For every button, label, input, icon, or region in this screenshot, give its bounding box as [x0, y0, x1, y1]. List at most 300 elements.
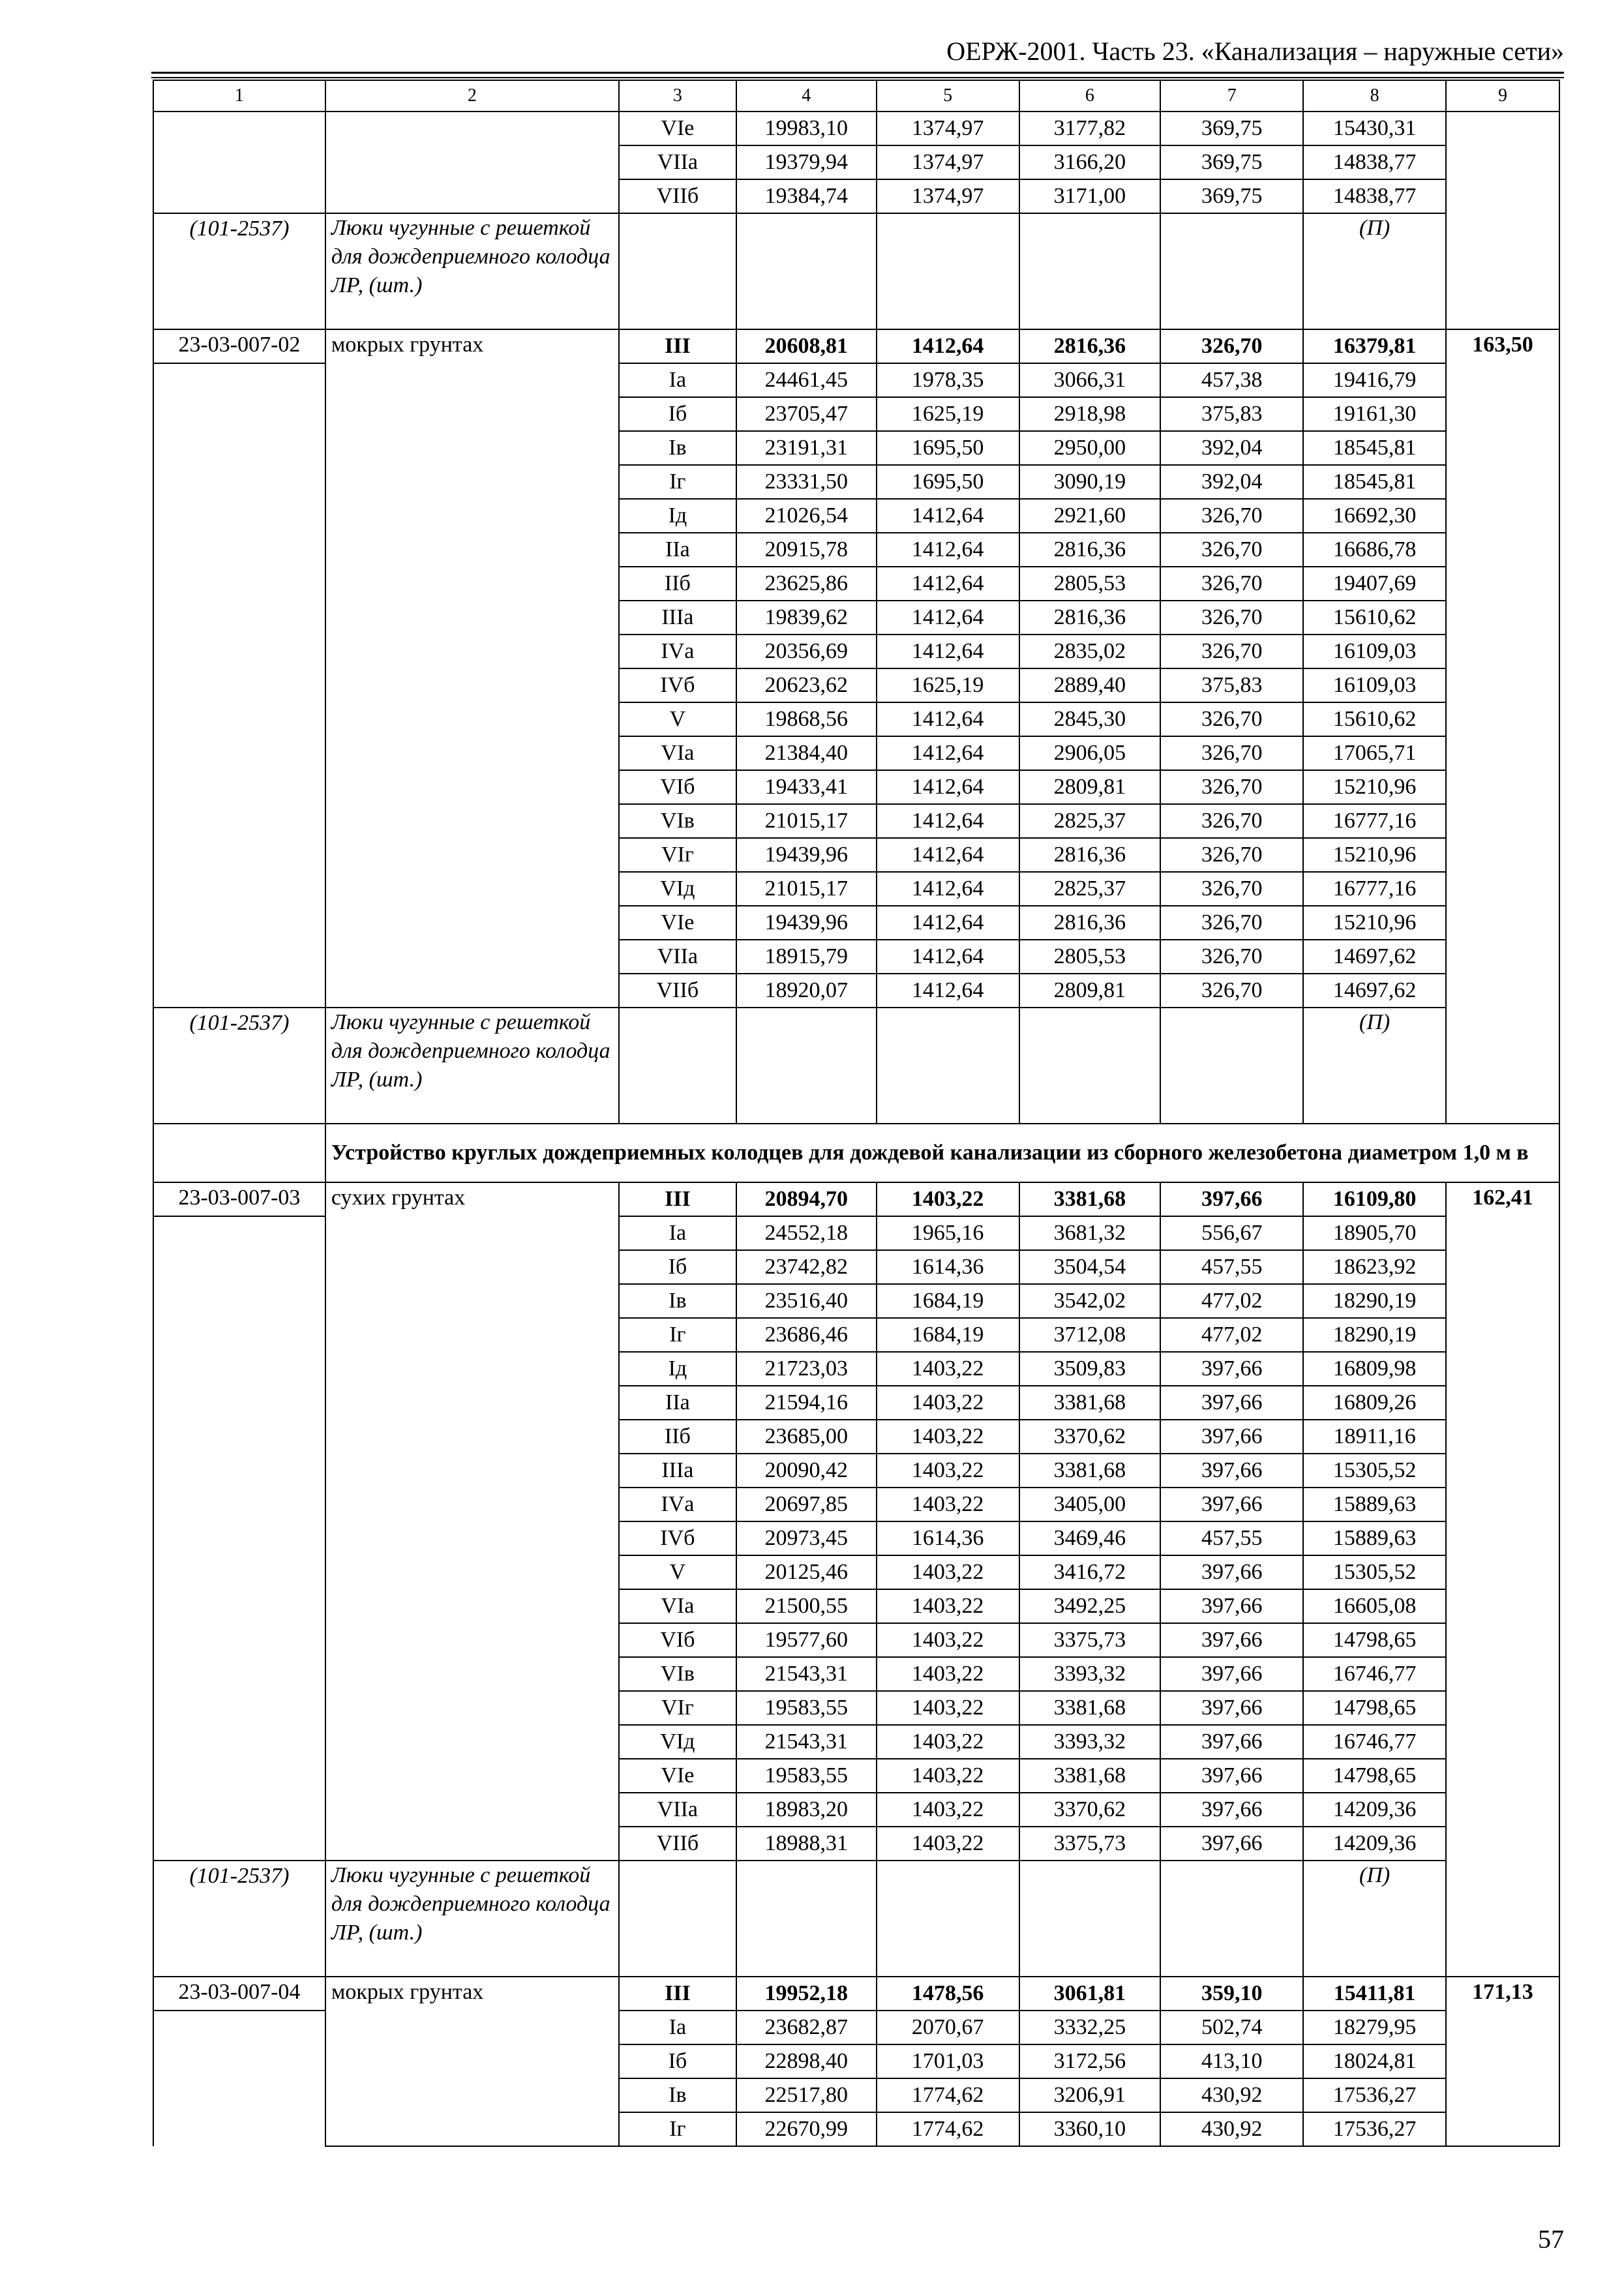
section-title: Устройство круглых дождеприемных колодцев для дождевой канализации из сборного железобетона диаметром 1,0 м в	[325, 1124, 1559, 1182]
rate-code-cell	[153, 838, 325, 872]
zone-cell: Iг	[619, 2112, 736, 2146]
zone-cell: IVа	[619, 1488, 736, 1521]
zone-cell: Iа	[619, 363, 736, 397]
total-cost-cell: 21594,16	[736, 1386, 877, 1420]
machine-cost-cell: 2918,98	[1019, 397, 1161, 431]
empty-cell	[736, 1861, 877, 1977]
zone-cell: VIб	[619, 770, 736, 804]
material-cost-cell: 15210,96	[1303, 770, 1446, 804]
machinist-wage-cell: 397,66	[1160, 1691, 1303, 1725]
wage-cell: 1403,22	[877, 1793, 1019, 1827]
wage-cell: 1403,22	[877, 1420, 1019, 1454]
wage-cell: 1403,22	[877, 1386, 1019, 1420]
wage-cell: 1412,64	[877, 736, 1019, 770]
machine-cost-cell: 3393,32	[1019, 1657, 1161, 1691]
machine-cost-cell: 3504,54	[1019, 1250, 1161, 1284]
total-cost-cell: 21543,31	[736, 1725, 877, 1759]
rate-code-cell	[153, 1691, 325, 1725]
material-cost-cell: 15305,52	[1303, 1454, 1446, 1488]
material-cost-cell: 18911,16	[1303, 1420, 1446, 1454]
rate-code-cell: 23-03-007-04	[153, 1977, 325, 2011]
zone-cell: Iд	[619, 1352, 736, 1386]
zone-cell: VIа	[619, 1589, 736, 1623]
total-cost-cell: 19577,60	[736, 1623, 877, 1657]
machine-cost-cell: 3166,20	[1019, 145, 1161, 179]
machinist-wage-cell: 326,70	[1160, 499, 1303, 533]
wage-cell: 1412,64	[877, 804, 1019, 838]
machinist-wage-cell: 326,70	[1160, 736, 1303, 770]
description-cell: мокрых грунтах	[325, 329, 619, 1008]
total-cost-cell: 18920,07	[736, 974, 877, 1008]
material-cost-cell: 14838,77	[1303, 179, 1446, 213]
machine-cost-cell: 2845,30	[1019, 702, 1161, 736]
machinist-wage-cell: 326,70	[1160, 567, 1303, 601]
machinist-wage-cell: 397,66	[1160, 1488, 1303, 1521]
material-cost-cell: 16686,78	[1303, 533, 1446, 567]
header-rule	[151, 77, 1564, 78]
machine-cost-cell: 3712,08	[1019, 1318, 1161, 1352]
description-cell	[325, 112, 619, 213]
wage-cell: 1412,64	[877, 940, 1019, 974]
column-number: 3	[619, 80, 736, 112]
machine-cost-cell: 2921,60	[1019, 499, 1161, 533]
machine-cost-cell: 3090,19	[1019, 465, 1161, 499]
total-cost-cell: 22517,80	[736, 2078, 877, 2112]
total-cost-cell: 21384,40	[736, 736, 877, 770]
machinist-wage-cell: 326,70	[1160, 906, 1303, 940]
wage-cell: 1403,22	[877, 1759, 1019, 1793]
machine-cost-cell: 2889,40	[1019, 668, 1161, 702]
zone-cell: IIб	[619, 567, 736, 601]
zone-cell: VIд	[619, 1725, 736, 1759]
machinist-wage-cell: 326,70	[1160, 838, 1303, 872]
material-cost-cell: 18024,81	[1303, 2044, 1446, 2078]
section-title-row	[153, 1124, 1559, 1182]
machinist-wage-cell: 397,66	[1160, 1657, 1303, 1691]
zone-cell: VIIа	[619, 940, 736, 974]
machine-cost-cell: 3375,73	[1019, 1623, 1161, 1657]
zone-cell: Iб	[619, 397, 736, 431]
zone-cell: VIIа	[619, 1793, 736, 1827]
total-cost-cell: 23686,46	[736, 1318, 877, 1352]
wage-cell: 1403,22	[877, 1454, 1019, 1488]
zone-cell: V	[619, 1555, 736, 1589]
zone-cell: Iб	[619, 1250, 736, 1284]
zone-cell: III	[619, 1182, 736, 1216]
machine-cost-cell: 3492,25	[1019, 1589, 1161, 1623]
total-cost-cell: 20090,42	[736, 1454, 877, 1488]
machinist-wage-cell: 326,70	[1160, 601, 1303, 635]
machinist-wage-cell: 457,55	[1160, 1521, 1303, 1555]
empty-cell	[1160, 213, 1303, 329]
zone-cell: VIг	[619, 838, 736, 872]
material-cost-cell: 14697,62	[1303, 940, 1446, 974]
total-cost-cell: 19384,74	[736, 179, 877, 213]
material-cost-cell: 15210,96	[1303, 906, 1446, 940]
table-row	[153, 112, 1559, 145]
machine-cost-cell: 3469,46	[1019, 1521, 1161, 1555]
machinist-wage-cell: 369,75	[1160, 112, 1303, 145]
rate-code-cell	[153, 872, 325, 906]
material-cost-cell: 18545,81	[1303, 465, 1446, 499]
empty-cell	[736, 1008, 877, 1124]
rate-code-cell	[153, 1759, 325, 1793]
total-cost-cell: 23742,82	[736, 1250, 877, 1284]
machinist-wage-cell: 502,74	[1160, 2011, 1303, 2044]
rate-code-cell	[153, 465, 325, 499]
machinist-wage-cell: 397,66	[1160, 1352, 1303, 1386]
rate-code-cell	[153, 601, 325, 635]
total-cost-cell: 19868,56	[736, 702, 877, 736]
machine-cost-cell: 3177,82	[1019, 112, 1161, 145]
empty-cell	[619, 1861, 736, 1977]
wage-cell: 1412,64	[877, 533, 1019, 567]
material-cost-cell: 16379,81	[1303, 329, 1446, 363]
machinist-wage-cell: 326,70	[1160, 940, 1303, 974]
material-cost-cell: 18623,92	[1303, 1250, 1446, 1284]
resource-description-text: Люки чугунные с решеткой для дождеприемного колодца ЛР, (шт.)	[331, 1010, 610, 1092]
zone-cell: VIе	[619, 906, 736, 940]
empty-cell	[877, 213, 1019, 329]
machine-cost-cell: 3370,62	[1019, 1420, 1161, 1454]
column-number-row	[153, 80, 1559, 112]
total-cost-cell: 20608,81	[736, 329, 877, 363]
zone-cell: IVб	[619, 1521, 736, 1555]
machinist-wage-cell: 397,66	[1160, 1555, 1303, 1589]
zone-cell: VIд	[619, 872, 736, 906]
machine-cost-cell: 3381,68	[1019, 1691, 1161, 1725]
machine-cost-cell: 3416,72	[1019, 1555, 1161, 1589]
column-number: 5	[877, 80, 1019, 112]
description-cell: мокрых грунтах	[325, 1977, 619, 2146]
zone-cell: IIIа	[619, 1454, 736, 1488]
total-cost-cell: 20125,46	[736, 1555, 877, 1589]
rate-code-cell	[153, 1420, 325, 1454]
rate-code-cell	[153, 1352, 325, 1386]
zone-cell: Iв	[619, 2078, 736, 2112]
machinist-wage-cell: 392,04	[1160, 465, 1303, 499]
total-cost-cell: 19983,10	[736, 112, 877, 145]
total-cost-cell: 24552,18	[736, 1216, 877, 1250]
resource-description-text: Люки чугунные с решеткой для дождеприемного колодца ЛР, (шт.)	[331, 216, 610, 297]
empty-cell	[1160, 1861, 1303, 1977]
total-cost-cell: 20894,70	[736, 1182, 877, 1216]
zone-cell: Iд	[619, 499, 736, 533]
resource-note-cell: (П)	[1303, 1008, 1446, 1124]
machinist-wage-cell: 413,10	[1160, 2044, 1303, 2078]
zone-cell: Iб	[619, 2044, 736, 2078]
column-number: 2	[325, 80, 619, 112]
machine-cost-cell: 2816,36	[1019, 329, 1161, 363]
machine-cost-cell: 3381,68	[1019, 1759, 1161, 1793]
rate-code-cell	[153, 1454, 325, 1488]
column-number: 6	[1019, 80, 1161, 112]
resource-description-cell	[325, 213, 619, 329]
wage-cell: 1412,64	[877, 872, 1019, 906]
zone-cell: Iа	[619, 2011, 736, 2044]
zone-cell: IIа	[619, 533, 736, 567]
total-cost-cell: 19952,18	[736, 1977, 877, 2011]
zone-cell: VIв	[619, 804, 736, 838]
page-number: 57	[1538, 2224, 1564, 2254]
rate-code-cell	[153, 363, 325, 397]
machinist-wage-cell: 375,83	[1160, 668, 1303, 702]
resource-note-cell: (П)	[1303, 213, 1446, 329]
rate-code-cell	[153, 533, 325, 567]
rate-code-cell: 23-03-007-02	[153, 329, 325, 363]
machine-cost-cell: 3061,81	[1019, 1977, 1161, 2011]
machinist-wage-cell: 397,66	[1160, 1827, 1303, 1861]
running-header: ОЕРЖ-2001. Часть 23. «Канализация – наружные сети»	[946, 37, 1564, 66]
rate-code-cell	[153, 1793, 325, 1827]
wage-cell: 1403,22	[877, 1182, 1019, 1216]
column-number: 4	[736, 80, 877, 112]
material-cost-cell: 17536,27	[1303, 2078, 1446, 2112]
rate-code-cell	[153, 499, 325, 533]
labor-cost-cell: 163,50	[1446, 329, 1559, 1124]
material-cost-cell: 16809,26	[1303, 1386, 1446, 1420]
material-cost-cell: 14209,36	[1303, 1827, 1446, 1861]
material-cost-cell: 15889,63	[1303, 1488, 1446, 1521]
total-cost-cell: 19839,62	[736, 601, 877, 635]
header-rule	[151, 72, 1564, 74]
machine-cost-cell: 3381,68	[1019, 1182, 1161, 1216]
zone-cell: IIIа	[619, 601, 736, 635]
zone-cell: VIIб	[619, 974, 736, 1008]
zone-cell: VIIа	[619, 145, 736, 179]
rate-code-cell	[153, 736, 325, 770]
wage-cell: 1403,22	[877, 1691, 1019, 1725]
zone-cell: Iв	[619, 431, 736, 465]
material-cost-cell: 16777,16	[1303, 872, 1446, 906]
material-cost-cell: 18290,19	[1303, 1284, 1446, 1318]
rate-code-cell	[153, 567, 325, 601]
total-cost-cell: 20697,85	[736, 1488, 877, 1521]
empty-cell	[619, 1008, 736, 1124]
machinist-wage-cell: 397,66	[1160, 1420, 1303, 1454]
material-cost-cell: 14838,77	[1303, 145, 1446, 179]
empty-cell	[1019, 1861, 1161, 1977]
total-cost-cell: 23516,40	[736, 1284, 877, 1318]
resource-description-text: Люки чугунные с решеткой для дождеприемного колодца ЛР, (шт.)	[331, 1863, 610, 1945]
total-cost-cell: 19583,55	[736, 1691, 877, 1725]
material-cost-cell: 16692,30	[1303, 499, 1446, 533]
machinist-wage-cell: 326,70	[1160, 974, 1303, 1008]
rate-code-cell: 23-03-007-03	[153, 1182, 325, 1216]
machinist-wage-cell: 369,75	[1160, 179, 1303, 213]
zone-cell: VIа	[619, 736, 736, 770]
rate-code-cell	[153, 702, 325, 736]
wage-cell: 1374,97	[877, 112, 1019, 145]
machinist-wage-cell: 457,38	[1160, 363, 1303, 397]
table-row	[153, 1008, 1559, 1124]
resource-code-cell: (101-2537)	[153, 1008, 325, 1124]
material-cost-cell: 14798,65	[1303, 1759, 1446, 1793]
wage-cell: 1684,19	[877, 1318, 1019, 1352]
wage-cell: 1774,62	[877, 2112, 1019, 2146]
table-row	[153, 1861, 1559, 1977]
machine-cost-cell: 3681,32	[1019, 1216, 1161, 1250]
total-cost-cell: 23191,31	[736, 431, 877, 465]
empty-cell	[877, 1861, 1019, 1977]
resource-note-cell: (П)	[1303, 1861, 1446, 1977]
machine-cost-cell: 3066,31	[1019, 363, 1161, 397]
empty-cell	[153, 1124, 325, 1182]
material-cost-cell: 17065,71	[1303, 736, 1446, 770]
total-cost-cell: 23331,50	[736, 465, 877, 499]
rate-code-cell	[153, 431, 325, 465]
rate-code-cell	[153, 1589, 325, 1623]
machinist-wage-cell: 326,70	[1160, 533, 1303, 567]
wage-cell: 1403,22	[877, 1657, 1019, 1691]
machinist-wage-cell: 397,66	[1160, 1386, 1303, 1420]
material-cost-cell: 18279,95	[1303, 2011, 1446, 2044]
zone-cell: VIе	[619, 1759, 736, 1793]
total-cost-cell: 19439,96	[736, 906, 877, 940]
zone-cell: VIг	[619, 1691, 736, 1725]
rate-code-cell	[153, 112, 325, 213]
total-cost-cell: 21015,17	[736, 872, 877, 906]
machinist-wage-cell: 326,70	[1160, 872, 1303, 906]
wage-cell: 1403,22	[877, 1589, 1019, 1623]
material-cost-cell: 15610,62	[1303, 601, 1446, 635]
machinist-wage-cell: 326,70	[1160, 702, 1303, 736]
rate-code-cell	[153, 770, 325, 804]
machinist-wage-cell: 556,67	[1160, 1216, 1303, 1250]
total-cost-cell: 22898,40	[736, 2044, 877, 2078]
wage-cell: 1403,22	[877, 1623, 1019, 1657]
total-cost-cell: 20973,45	[736, 1521, 877, 1555]
machinist-wage-cell: 397,66	[1160, 1623, 1303, 1657]
material-cost-cell: 18905,70	[1303, 1216, 1446, 1250]
zone-cell: III	[619, 1977, 736, 2011]
machine-cost-cell: 3206,91	[1019, 2078, 1161, 2112]
wage-cell: 1374,97	[877, 179, 1019, 213]
column-number: 1	[153, 80, 325, 112]
machine-cost-cell: 2809,81	[1019, 974, 1161, 1008]
machine-cost-cell: 3381,68	[1019, 1386, 1161, 1420]
zone-cell: III	[619, 329, 736, 363]
wage-cell: 1412,64	[877, 601, 1019, 635]
rate-code-cell	[153, 1216, 325, 1250]
machinist-wage-cell: 375,83	[1160, 397, 1303, 431]
rate-code-cell	[153, 804, 325, 838]
rate-code-cell	[153, 1555, 325, 1589]
column-number: 9	[1446, 80, 1559, 112]
total-cost-cell: 19439,96	[736, 838, 877, 872]
machinist-wage-cell: 326,70	[1160, 635, 1303, 668]
zone-cell: V	[619, 702, 736, 736]
material-cost-cell: 16109,80	[1303, 1182, 1446, 1216]
rate-code-cell	[153, 1250, 325, 1284]
rate-code-cell	[153, 2011, 325, 2044]
wage-cell: 1403,22	[877, 1725, 1019, 1759]
wage-cell: 1412,64	[877, 567, 1019, 601]
total-cost-cell: 18915,79	[736, 940, 877, 974]
wage-cell: 1374,97	[877, 145, 1019, 179]
material-cost-cell: 16809,98	[1303, 1352, 1446, 1386]
total-cost-cell: 20623,62	[736, 668, 877, 702]
table-row	[153, 1977, 1559, 2011]
material-cost-cell: 14798,65	[1303, 1623, 1446, 1657]
zone-cell: Iа	[619, 1216, 736, 1250]
material-cost-cell: 16605,08	[1303, 1589, 1446, 1623]
material-cost-cell: 15430,31	[1303, 112, 1446, 145]
machine-cost-cell: 2805,53	[1019, 567, 1161, 601]
machinist-wage-cell: 397,66	[1160, 1454, 1303, 1488]
rate-code-cell	[153, 2112, 325, 2146]
total-cost-cell: 22670,99	[736, 2112, 877, 2146]
rate-code-cell	[153, 1318, 325, 1352]
total-cost-cell: 21026,54	[736, 499, 877, 533]
zone-cell: IIб	[619, 1420, 736, 1454]
wage-cell: 1695,50	[877, 431, 1019, 465]
wage-cell: 1625,19	[877, 668, 1019, 702]
machinist-wage-cell: 397,66	[1160, 1725, 1303, 1759]
resource-code-cell: (101-2537)	[153, 1861, 325, 1977]
total-cost-cell: 18988,31	[736, 1827, 877, 1861]
material-cost-cell: 15889,63	[1303, 1521, 1446, 1555]
total-cost-cell: 23685,00	[736, 1420, 877, 1454]
machinist-wage-cell: 430,92	[1160, 2112, 1303, 2146]
rate-code-cell	[153, 2078, 325, 2112]
machinist-wage-cell: 392,04	[1160, 431, 1303, 465]
total-cost-cell: 21543,31	[736, 1657, 877, 1691]
machine-cost-cell: 2835,02	[1019, 635, 1161, 668]
machine-cost-cell: 3542,02	[1019, 1284, 1161, 1318]
wage-cell: 1403,22	[877, 1827, 1019, 1861]
total-cost-cell: 21500,55	[736, 1589, 877, 1623]
table-row	[153, 329, 1559, 363]
machine-cost-cell: 2825,37	[1019, 872, 1161, 906]
total-cost-cell: 24461,45	[736, 363, 877, 397]
machine-cost-cell: 2816,36	[1019, 838, 1161, 872]
material-cost-cell: 14209,36	[1303, 1793, 1446, 1827]
rate-code-cell	[153, 1725, 325, 1759]
table-body	[153, 80, 1559, 2146]
material-cost-cell: 16109,03	[1303, 635, 1446, 668]
machine-cost-cell: 2950,00	[1019, 431, 1161, 465]
machinist-wage-cell: 397,66	[1160, 1182, 1303, 1216]
zone-cell: Iг	[619, 1318, 736, 1352]
material-cost-cell: 19416,79	[1303, 363, 1446, 397]
empty-cell	[619, 213, 736, 329]
rate-code-cell	[153, 974, 325, 1008]
machine-cost-cell: 3370,62	[1019, 1793, 1161, 1827]
rate-code-cell	[153, 1827, 325, 1861]
zone-cell: Iв	[619, 1284, 736, 1318]
machine-cost-cell: 3171,00	[1019, 179, 1161, 213]
zone-cell: VIе	[619, 112, 736, 145]
zone-cell: IIа	[619, 1386, 736, 1420]
wage-cell: 1478,56	[877, 1977, 1019, 2011]
machine-cost-cell: 3509,83	[1019, 1352, 1161, 1386]
total-cost-cell: 23625,86	[736, 567, 877, 601]
rate-code-cell	[153, 1386, 325, 1420]
material-cost-cell: 19161,30	[1303, 397, 1446, 431]
machinist-wage-cell: 397,66	[1160, 1589, 1303, 1623]
column-number: 7	[1160, 80, 1303, 112]
wage-cell: 1684,19	[877, 1284, 1019, 1318]
zone-cell: IVа	[619, 635, 736, 668]
rate-code-cell	[153, 1488, 325, 1521]
wage-cell: 1965,16	[877, 1216, 1019, 1250]
zone-cell: VIб	[619, 1623, 736, 1657]
machine-cost-cell: 2816,36	[1019, 533, 1161, 567]
empty-cell	[1019, 213, 1161, 329]
total-cost-cell: 21015,17	[736, 804, 877, 838]
rate-code-cell	[153, 1657, 325, 1691]
